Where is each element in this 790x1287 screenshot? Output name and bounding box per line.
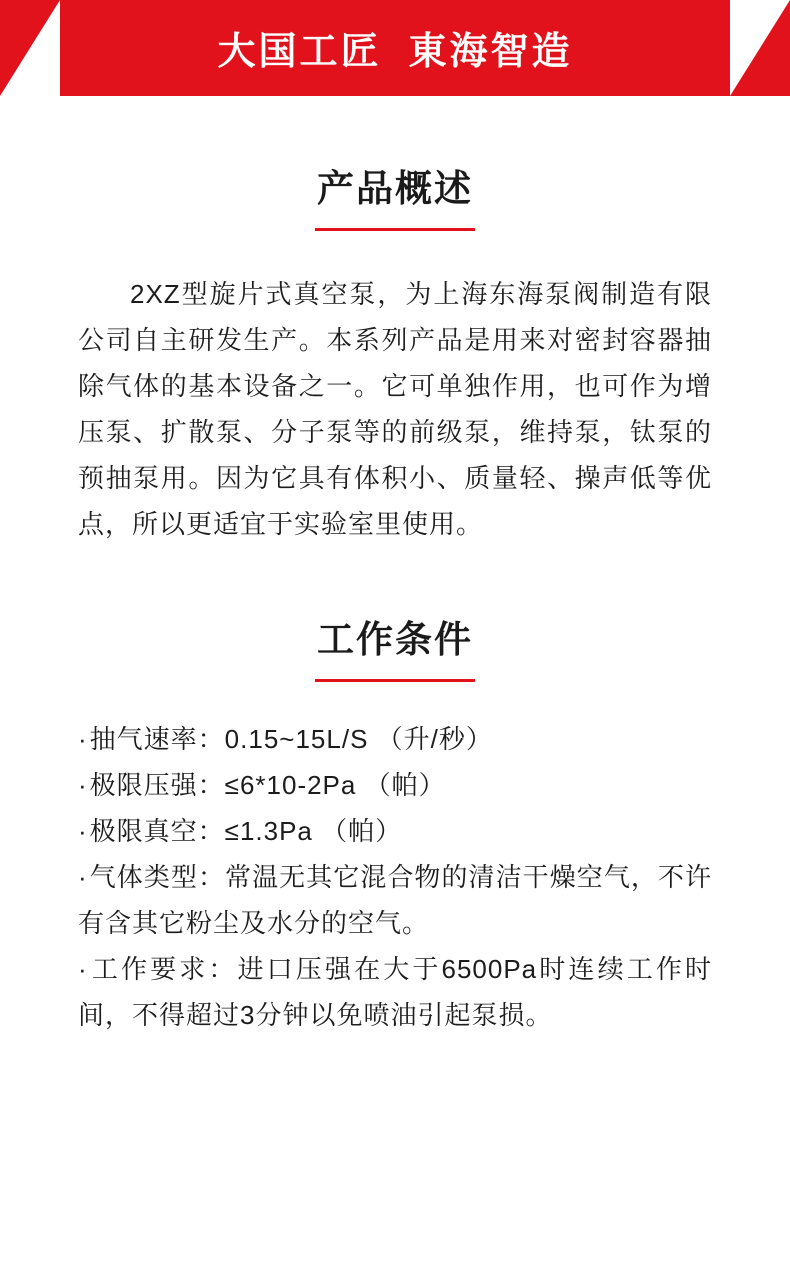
list-item [78, 716, 712, 762]
working-conditions-list [78, 716, 712, 1038]
list-item [78, 808, 712, 854]
section-heading-product-overview [78, 158, 712, 231]
document-content [0, 158, 790, 1038]
section-title: 工作条件 [317, 619, 473, 660]
product-overview-paragraph: 2XZ型旋片式真空泵，为上海东海泵阀制造有限公司自主研发生产。本系列产品是用来对密封容器抽除气体的基本设备之一。它可单独作用，也可作为增压泵、扩散泵、分子泵等的前级泵，维持泵，钛泵的预抽泵用。因为它具有体积小、质量轻、操声低等优点，所以更适宜于实验室里使用。 [78, 279, 712, 539]
list-item-text: 气体类型：常温无其它混合物的清洁干燥空气，不许有含其它粉尘及水分的空气。 [78, 862, 712, 938]
bullet-icon: · [78, 954, 88, 984]
bullet-icon: · [78, 862, 88, 892]
section-working-conditions [78, 609, 712, 1038]
list-item [78, 946, 712, 1038]
list-item-text: 极限真空：≤1.3Pa （帕） [89, 816, 403, 846]
bullet-icon: · [78, 816, 88, 846]
list-item-text: 抽气速率：0.15~15L/S （升/秒） [89, 724, 493, 754]
page-banner [0, 0, 790, 96]
bullet-icon: · [78, 724, 88, 754]
list-item-text: 极限压强：≤6*10-2Pa （帕） [89, 770, 446, 800]
bullet-icon: · [78, 770, 88, 800]
section-heading-working-conditions [78, 609, 712, 682]
heading-underline [315, 228, 475, 231]
section-title: 产品概述 [317, 168, 473, 209]
banner-title: 大国工匠 東海智造 [217, 31, 573, 73]
list-item [78, 854, 712, 946]
list-item-text: 工作要求：进口压强在大于6500Pa时连续工作时间，不得超过3分钟以免喷油引起泵损。 [78, 954, 712, 1030]
list-item [78, 762, 712, 808]
heading-underline [315, 679, 475, 682]
section-product-overview [78, 158, 712, 547]
